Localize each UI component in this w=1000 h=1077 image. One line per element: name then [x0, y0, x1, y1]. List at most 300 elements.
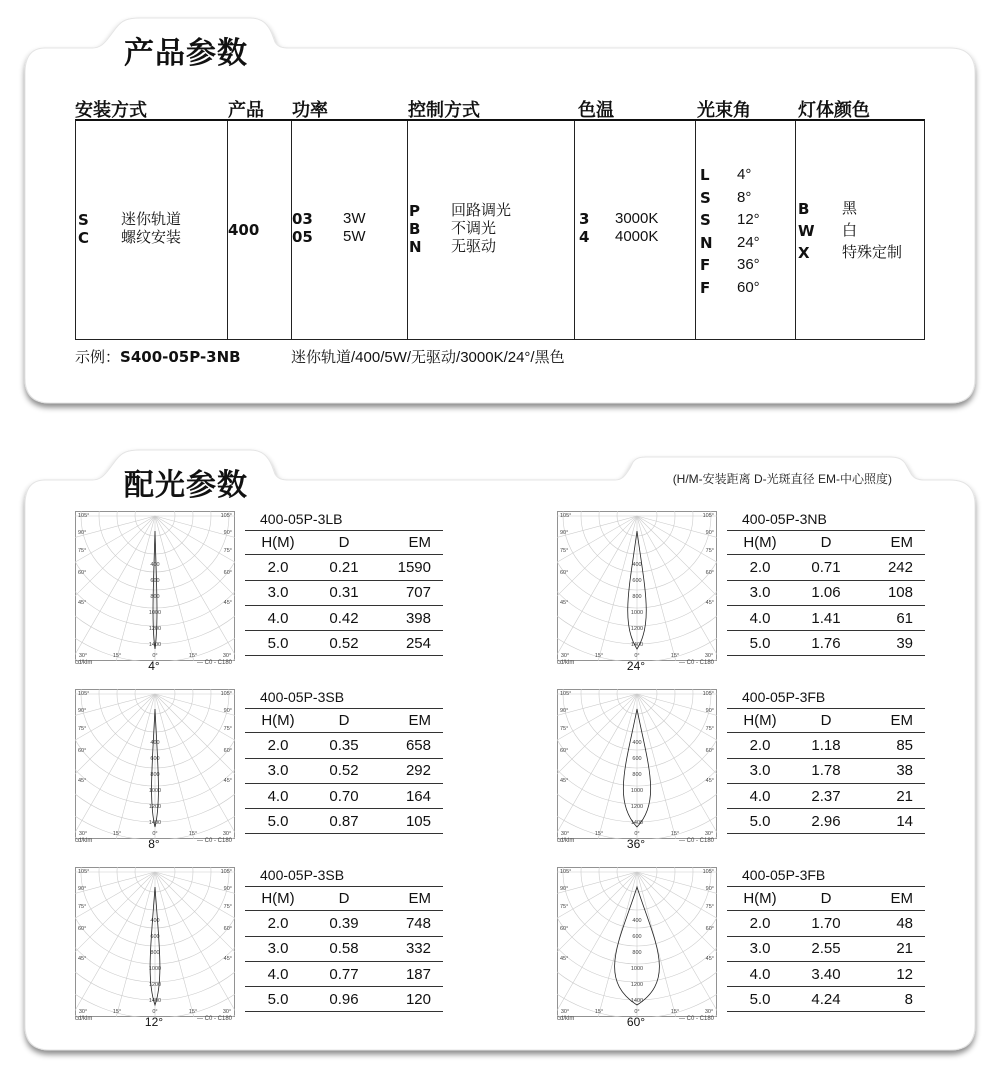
polar-intensity-label: 600 — [632, 934, 642, 940]
column-header: H(M) — [743, 890, 777, 908]
polar-angle-label: 75° — [78, 904, 87, 910]
polar-angle-label: 75° — [560, 726, 569, 732]
polar-angle-label: 90° — [705, 886, 714, 892]
polar-angle-label: 90° — [223, 530, 232, 536]
cct-option — [579, 210, 658, 228]
polar-angle-label: 30° — [704, 653, 714, 659]
table-cell: 5.0 — [267, 634, 289, 652]
table-cell: 4.0 — [749, 965, 771, 983]
polar-angle-label: 15° — [594, 1009, 604, 1015]
table-cell: 0.52 — [329, 762, 359, 780]
polar-chart-svg — [75, 867, 235, 1017]
table-cell: 3.0 — [267, 584, 289, 602]
polar-angle-label: 15° — [670, 1009, 680, 1015]
option-label: 4° — [737, 166, 752, 183]
table-cell: 21 — [896, 940, 913, 958]
polar-angle-label: 15° — [594, 653, 604, 659]
table-header-row — [727, 708, 925, 733]
polar-legend-label: — C0 - C180 — [679, 1016, 715, 1022]
polar-intensity-label: 1000 — [630, 966, 644, 972]
table-row — [727, 631, 925, 656]
polar-angle-label: 0° — [634, 1009, 640, 1015]
table-cell: 2.0 — [749, 558, 771, 576]
polar-angle-label: 75° — [560, 548, 569, 554]
table-cell: 21 — [896, 787, 913, 805]
polar-angle-label: 105° — [560, 869, 572, 875]
table-cell: 4.0 — [749, 787, 771, 805]
table-cell: 4.0 — [749, 609, 771, 627]
table-cell: 0.35 — [329, 736, 359, 754]
polar-angle-label: 90° — [223, 708, 232, 714]
polar-unit-label: cd/klm — [75, 660, 93, 666]
table-row — [245, 809, 443, 834]
polar-angle-label: 15° — [112, 831, 122, 837]
table-cell: 5.0 — [749, 812, 771, 830]
polar-unit-label: cd/klm — [75, 1016, 93, 1022]
table-cell: 1.18 — [811, 736, 841, 754]
table-cell: 4.0 — [267, 609, 289, 627]
polar-chart — [557, 511, 717, 666]
option-label: 迷你轨道 — [121, 211, 182, 228]
option-label: 白 — [842, 222, 858, 239]
polar-intensity-label: 1200 — [630, 982, 644, 988]
polar-angle-label: 30° — [560, 1009, 570, 1015]
column-header: D — [338, 712, 350, 730]
table-cell: 0.77 — [329, 965, 359, 983]
polar-angle-label: 30° — [704, 831, 714, 837]
body-color-option — [798, 198, 902, 220]
model-number: 400-05P-3FB — [742, 867, 826, 883]
polar-legend-label: — C0 - C180 — [197, 838, 233, 844]
table-cell: 658 — [405, 736, 431, 754]
table-cell: 1.41 — [811, 609, 841, 627]
option-label: 60° — [737, 278, 760, 296]
photometric-table — [245, 508, 443, 656]
polar-angle-label: 30° — [222, 1009, 232, 1015]
polar-unit-label: cd/klm — [75, 838, 93, 844]
polar-intensity-label: 1000 — [630, 788, 644, 794]
polar-intensity-label: 1400 — [630, 998, 644, 1004]
polar-intensity-label: 800 — [632, 594, 642, 600]
polar-intensity-label: 400 — [632, 740, 642, 746]
table-cell: 3.0 — [749, 762, 771, 780]
polar-angle-label: 0° — [152, 831, 158, 837]
column-header: EM — [408, 534, 431, 552]
polar-angle-label: 30° — [78, 1009, 88, 1015]
column-header: H(M) — [743, 534, 777, 552]
polar-legend-label: — C0 - C180 — [679, 838, 715, 844]
polar-angle-label: 45° — [223, 956, 232, 962]
photometric-table — [245, 864, 443, 1012]
table-cell: 5.0 — [749, 990, 771, 1008]
polar-angle-label: 45° — [705, 600, 714, 606]
polar-intensity-label: 600 — [150, 578, 160, 584]
photometric-table — [727, 686, 925, 834]
polar-intensity-label: 800 — [150, 594, 160, 600]
option-code: F — [700, 256, 711, 274]
polar-angle-label: 90° — [705, 530, 714, 536]
polar-intensity-label: 1200 — [148, 626, 162, 632]
beam-option — [700, 187, 760, 210]
polar-intensity-label: 600 — [632, 578, 642, 584]
table-cell: 120 — [405, 990, 431, 1008]
polar-angle-label: 60° — [223, 926, 232, 932]
column-header: H(M) — [261, 712, 295, 730]
polar-intensity-label: 1400 — [630, 642, 644, 648]
polar-angle-label: 15° — [188, 831, 198, 837]
polar-chart — [557, 689, 717, 844]
table-cell: 5.0 — [267, 990, 289, 1008]
table-cell: 4.0 — [267, 965, 289, 983]
polar-intensity-label: 1400 — [148, 820, 162, 826]
table-cell: 39 — [896, 634, 913, 652]
polar-angle-label: 15° — [112, 653, 122, 659]
table-cell: 1.70 — [811, 914, 841, 932]
table-cell: 4.24 — [811, 990, 841, 1008]
polar-chart — [75, 867, 235, 1022]
polar-angle-label: 45° — [705, 956, 714, 962]
polar-intensity-label: 400 — [150, 740, 160, 746]
polar-unit-label: cd/klm — [557, 660, 575, 666]
table-row — [245, 937, 443, 962]
option-code: W — [798, 222, 815, 240]
polar-chart-svg — [75, 511, 235, 661]
polar-angle-label: 15° — [112, 1009, 122, 1015]
option-code: L — [700, 166, 710, 184]
table-header-row — [727, 530, 925, 555]
table-cell: 707 — [405, 584, 431, 602]
option-label: 回路调光 — [451, 202, 512, 219]
polar-angle-label: 75° — [705, 548, 714, 554]
table-cell: 5.0 — [267, 812, 289, 830]
table-row — [245, 987, 443, 1012]
table-row — [727, 937, 925, 962]
polar-intensity-label: 1400 — [630, 820, 644, 826]
header-cct: 色温 — [578, 100, 614, 121]
option-code: N — [700, 233, 713, 252]
polar-intensity-label: 1400 — [148, 998, 162, 1004]
polar-angle-label: 105° — [220, 869, 232, 875]
option-code: N — [409, 238, 422, 256]
option-code: X — [798, 244, 810, 262]
option-label: 黑 — [842, 200, 858, 217]
column-header: EM — [890, 534, 913, 552]
table-cell: 38 — [896, 762, 913, 780]
table-cell: 85 — [896, 736, 913, 754]
polar-intensity-label: 1200 — [630, 626, 644, 632]
option-label: 不调光 — [451, 220, 497, 237]
option-label: 4000K — [615, 228, 659, 245]
option-label: 特殊定制 — [842, 244, 903, 261]
polar-angle-label: 90° — [78, 886, 87, 892]
polar-chart — [75, 689, 235, 844]
polar-intensity-label: 400 — [150, 918, 160, 924]
table-cell: 292 — [405, 762, 431, 780]
product-code: 400 — [228, 221, 260, 239]
body-color-options — [798, 198, 902, 264]
polar-angle-label: 105° — [78, 869, 90, 875]
table-cell: 3.0 — [749, 940, 771, 958]
table-cell: 48 — [896, 914, 913, 932]
polar-angle-label: 45° — [78, 778, 87, 784]
polar-angle-label: 75° — [705, 904, 714, 910]
table-cell: 0.39 — [329, 914, 359, 932]
polar-angle-label: 30° — [222, 831, 232, 837]
polar-intensity-label: 1000 — [148, 966, 162, 972]
table-cell: 0.58 — [329, 940, 359, 958]
beam-angle-label: 60° — [626, 1015, 646, 1029]
table-row — [245, 962, 443, 987]
polar-intensity-label: 1200 — [148, 804, 162, 810]
polar-angle-label: 75° — [78, 726, 87, 732]
polar-intensity-label: 1000 — [630, 610, 644, 616]
table-cell: 0.96 — [329, 990, 359, 1008]
column-header: D — [820, 890, 832, 908]
beam-angle-label: 24° — [626, 659, 646, 673]
option-label: 3W — [343, 210, 366, 227]
header-power: 功率 — [292, 100, 328, 121]
table-cell: 1.78 — [811, 762, 841, 780]
table-cell: 2.96 — [811, 812, 841, 830]
table-cell: 0.70 — [329, 787, 359, 805]
polar-angle-label: 0° — [152, 653, 158, 659]
table-cell: 242 — [887, 558, 913, 576]
polar-intensity-label: 1200 — [148, 982, 162, 988]
polar-angle-label: 75° — [223, 726, 232, 732]
polar-angle-label: 60° — [705, 926, 714, 932]
control-option — [409, 220, 511, 238]
table-cell: 14 — [896, 812, 913, 830]
table-cell: 398 — [405, 609, 431, 627]
column-header: H(M) — [743, 712, 777, 730]
polar-chart — [75, 511, 235, 666]
polar-angle-label: 30° — [78, 653, 88, 659]
option-label: 12° — [737, 211, 760, 228]
power-option — [292, 228, 366, 246]
example-description: 迷你轨道/400/5W/无驱动/3000K/24°/黑色 — [291, 349, 565, 366]
model-number: 400-05P-3NB — [742, 511, 827, 527]
table-row — [245, 555, 443, 580]
polar-angle-label: 105° — [220, 691, 232, 697]
polar-chart-svg — [75, 689, 235, 839]
polar-angle-label: 75° — [705, 726, 714, 732]
table-cell: 5.0 — [749, 634, 771, 652]
beam-angle-label: 4° — [148, 659, 160, 673]
table-row — [727, 555, 925, 580]
table-cell: 0.42 — [329, 609, 359, 627]
column-header: H(M) — [261, 890, 295, 908]
polar-angle-label: 60° — [560, 748, 569, 754]
polar-angle-label: 0° — [152, 1009, 158, 1015]
polar-angle-label: 15° — [670, 831, 680, 837]
header-control: 控制方式 — [408, 100, 480, 121]
polar-chart-svg — [557, 511, 717, 661]
polar-intensity-label: 800 — [150, 950, 160, 956]
option-label: 8° — [737, 188, 752, 206]
polar-intensity-label: 1000 — [148, 610, 162, 616]
option-code: 4 — [579, 228, 590, 246]
polar-angle-label: 0° — [634, 653, 640, 659]
table-row — [727, 962, 925, 987]
model-number: 400-05P-3LB — [260, 511, 343, 527]
table-row — [727, 606, 925, 631]
table-cell: 0.21 — [329, 558, 359, 576]
header-product: 产品 — [228, 100, 264, 121]
table-cell: 3.0 — [267, 940, 289, 958]
spec-table — [75, 119, 925, 340]
polar-intensity-label: 800 — [632, 950, 642, 956]
table-header-row — [727, 886, 925, 911]
table-cell: 2.0 — [267, 558, 289, 576]
photometric-table — [727, 864, 925, 1012]
column-header: EM — [408, 712, 431, 730]
example-line — [75, 346, 241, 367]
table-row — [245, 631, 443, 656]
polar-angle-label: 105° — [702, 691, 714, 697]
polar-angle-label: 15° — [594, 831, 604, 837]
polar-angle-label: 105° — [702, 869, 714, 875]
photometric-section-title: 配光参数 — [124, 468, 248, 503]
table-row — [727, 987, 925, 1012]
table-cell: 12 — [896, 965, 913, 983]
polar-chart — [557, 867, 717, 1022]
polar-intensity-label: 1000 — [148, 788, 162, 794]
polar-unit-label: cd/klm — [557, 1016, 575, 1022]
column-divider — [695, 121, 696, 339]
table-header-row — [245, 708, 443, 733]
polar-angle-label: 60° — [78, 570, 87, 576]
polar-angle-label: 90° — [78, 708, 87, 714]
power-option — [292, 210, 366, 228]
column-header: EM — [890, 712, 913, 730]
polar-angle-label: 15° — [670, 653, 680, 659]
body-color-option — [798, 242, 902, 264]
option-label: 3000K — [615, 210, 659, 227]
polar-intensity-label: 400 — [632, 562, 642, 568]
table-cell: 187 — [405, 965, 431, 983]
model-number: 400-05P-3SB — [260, 867, 345, 883]
polar-angle-label: 90° — [223, 886, 232, 892]
polar-angle-label: 60° — [78, 926, 87, 932]
column-header: D — [820, 712, 832, 730]
table-row — [245, 784, 443, 809]
column-divider — [407, 121, 408, 339]
option-label: 螺纹安装 — [121, 229, 182, 246]
control-option — [409, 238, 511, 256]
polar-intensity-label: 800 — [150, 772, 160, 778]
polar-angle-label: 30° — [222, 653, 232, 659]
table-cell: 3.0 — [267, 762, 289, 780]
example-label: 示例： — [75, 349, 121, 366]
option-label: 24° — [737, 233, 760, 251]
option-code: P — [409, 202, 420, 220]
beam-option — [700, 277, 760, 300]
option-label: 36° — [737, 256, 760, 273]
option-code: 03 — [292, 210, 313, 228]
beam-option — [700, 209, 760, 232]
table-cell: 0.87 — [329, 812, 359, 830]
table-cell: 61 — [896, 609, 913, 627]
table-cell: 1590 — [397, 558, 431, 576]
option-code: 05 — [292, 228, 313, 246]
example-code: S400-05P-3NB — [120, 348, 241, 366]
option-label: 5W — [343, 228, 366, 245]
polar-intensity-label: 400 — [632, 918, 642, 924]
polar-angle-label: 15° — [188, 653, 198, 659]
header-body-color: 灯体颜色 — [798, 100, 870, 121]
polar-angle-label: 105° — [78, 691, 90, 697]
option-code: F — [700, 278, 711, 297]
table-cell: 4.0 — [267, 787, 289, 805]
polar-angle-label: 60° — [223, 570, 232, 576]
polar-angle-label: 60° — [560, 926, 569, 932]
table-cell: 164 — [405, 787, 431, 805]
option-code: B — [798, 200, 810, 218]
polar-angle-label: 60° — [705, 748, 714, 754]
polar-angle-label: 105° — [78, 513, 90, 519]
polar-intensity-label: 1400 — [148, 642, 162, 648]
table-row — [245, 759, 443, 784]
product-section-title: 产品参数 — [124, 36, 248, 71]
polar-intensity-label: 800 — [632, 772, 642, 778]
table-cell: 0.71 — [811, 558, 841, 576]
install-option — [78, 229, 181, 247]
option-code: S — [78, 211, 89, 229]
polar-angle-label: 45° — [223, 600, 232, 606]
table-row — [727, 581, 925, 606]
table-cell: 0.31 — [329, 584, 359, 602]
polar-intensity-label: 600 — [150, 756, 160, 762]
polar-angle-label: 75° — [223, 904, 232, 910]
option-code: S — [700, 188, 711, 207]
polar-angle-label: 45° — [223, 778, 232, 784]
polar-angle-label: 60° — [223, 748, 232, 754]
column-divider — [574, 121, 575, 339]
polar-angle-label: 90° — [560, 886, 569, 892]
table-cell: 0.52 — [329, 634, 359, 652]
option-label: 无驱动 — [451, 238, 497, 255]
polar-angle-label: 45° — [78, 600, 87, 606]
table-header-row — [245, 530, 443, 555]
table-cell: 108 — [887, 584, 913, 602]
option-code: 3 — [579, 210, 590, 228]
beam-angle-label: 12° — [144, 1015, 164, 1029]
table-cell: 254 — [405, 634, 431, 652]
table-row — [727, 911, 925, 936]
column-header: EM — [890, 890, 913, 908]
polar-angle-label: 75° — [78, 548, 87, 554]
table-cell: 1.76 — [811, 634, 841, 652]
beam-option — [700, 254, 760, 277]
polar-angle-label: 45° — [560, 778, 569, 784]
cct-options — [579, 210, 658, 246]
polar-angle-label: 90° — [560, 708, 569, 714]
table-cell: 748 — [405, 914, 431, 932]
polar-angle-label: 45° — [78, 956, 87, 962]
polar-intensity-label: 400 — [150, 562, 160, 568]
polar-angle-label: 90° — [78, 530, 87, 536]
header-install: 安装方式 — [75, 100, 147, 121]
table-row — [245, 581, 443, 606]
polar-angle-label: 45° — [560, 600, 569, 606]
polar-chart-svg — [557, 867, 717, 1017]
polar-angle-label: 75° — [560, 904, 569, 910]
table-cell: 2.0 — [267, 736, 289, 754]
option-code: C — [78, 229, 90, 247]
polar-angle-label: 90° — [705, 708, 714, 714]
beam-option — [700, 232, 760, 255]
column-header: D — [338, 534, 350, 552]
